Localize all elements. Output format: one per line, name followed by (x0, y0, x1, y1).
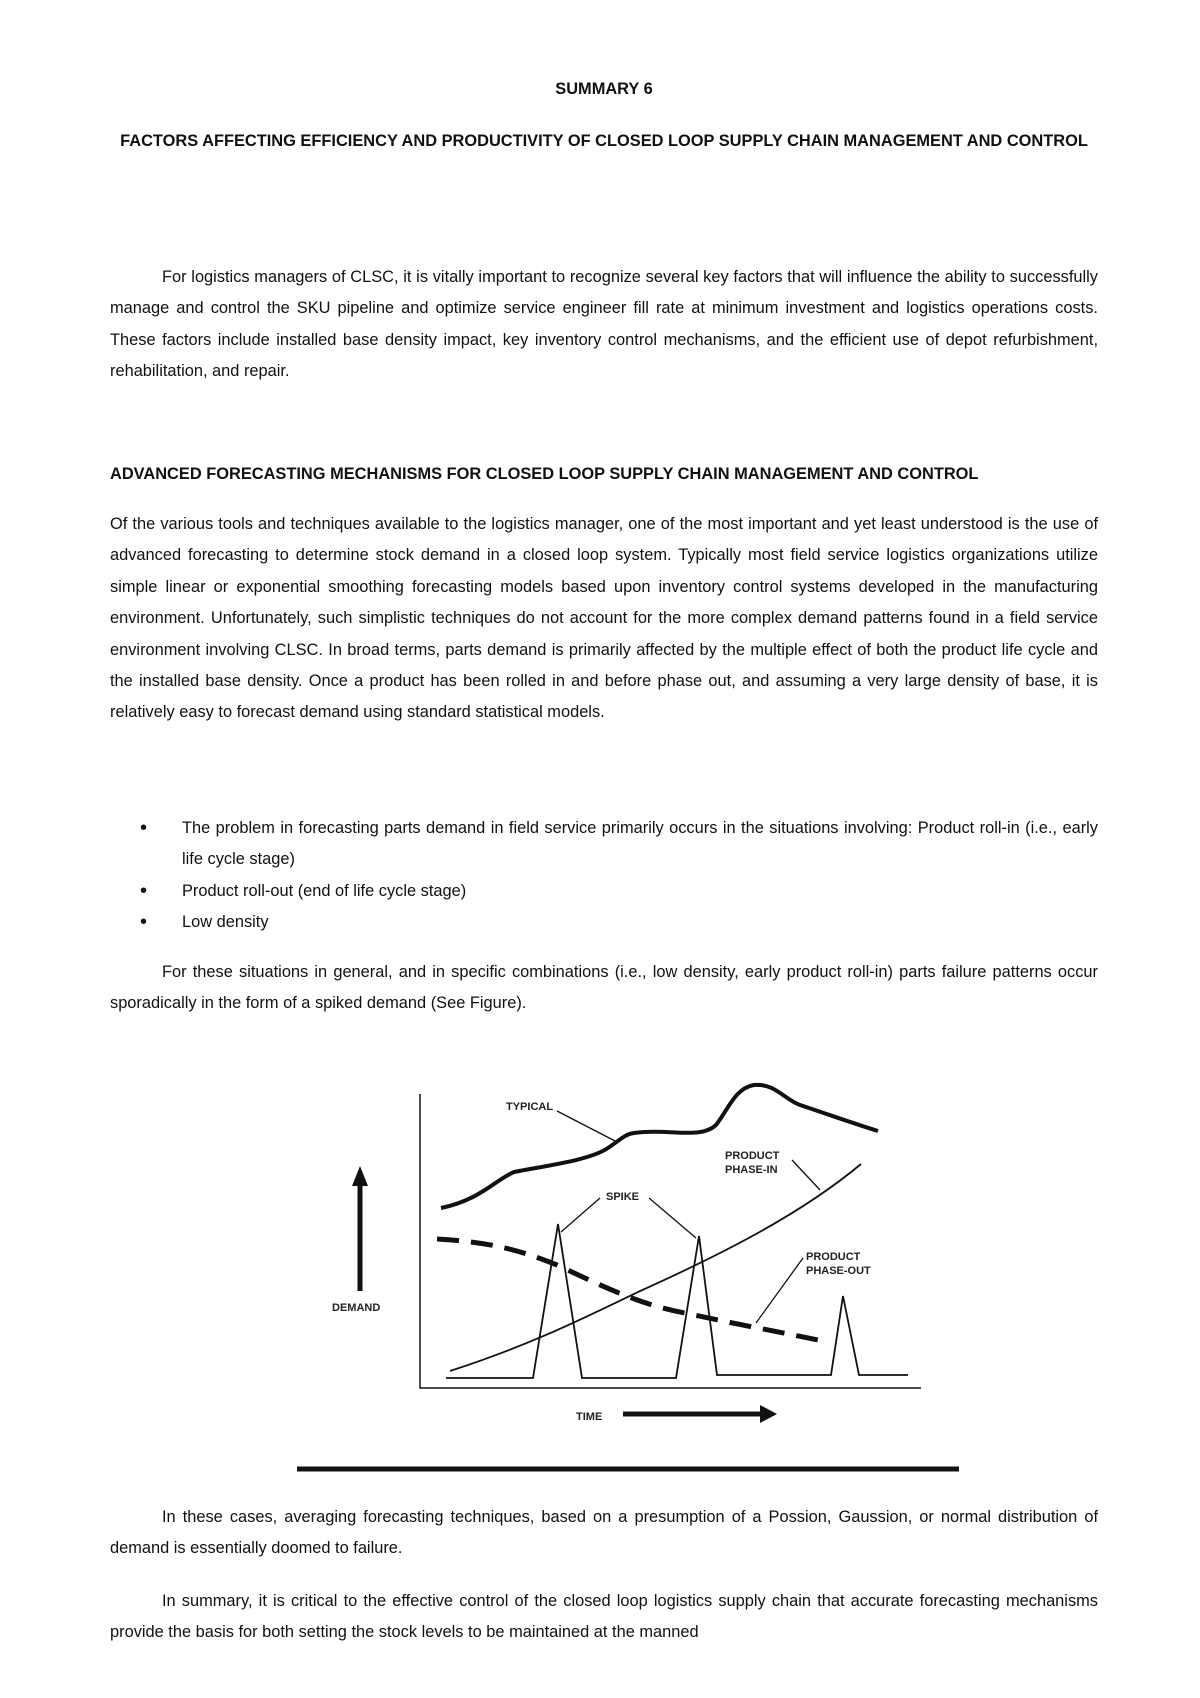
typical-arrow (557, 1111, 617, 1142)
paragraph-cases: In these cases, averaging forecasting techniques, based on a presumption of a Possion, Gaussion, or normal distribution of demand is essentially doomed to failure. (110, 1508, 1098, 1558)
label-phase-out: PHASE-OUT (806, 1265, 871, 1277)
spike-demand-line (446, 1224, 908, 1378)
spike-arrow-right (649, 1198, 696, 1238)
list-item: • Low density (110, 907, 1098, 938)
phase-in-curve (450, 1164, 861, 1371)
paragraph-intro: For logistics managers of CLSC, it is vitally important to recognize several key factors that will influence the ability to successfully manage and control the SKU pipeline and optimize service engineer fill rate at minimum investment and logistics operations costs. These factors include installed base density impact, key inventory control mechanisms, and the efficient use of depot refurbishment, rehabilitation, and repair. (110, 268, 1098, 381)
label-demand: DEMAND (332, 1302, 381, 1314)
label-phase-in: PRODUCT (725, 1150, 780, 1162)
spike-arrow-left (561, 1198, 600, 1232)
y-axis (420, 1094, 921, 1388)
paragraph-situations: For these situations in general, and in specific combinations (i.e., low density, early product roll-in) parts failure patterns occur sporadically in the form of a spiked demand (See Figure). (110, 963, 1098, 1013)
time-arrow-head (760, 1405, 777, 1423)
phase-out-arrow (756, 1258, 803, 1323)
label-phase-out: PRODUCT (806, 1251, 861, 1263)
list-item: • The problem in forecasting parts demand in field service primarily occurs in the situations involving: Product roll-in (i.e., early life cycle stage) (110, 813, 1098, 876)
label-spike: SPIKE (606, 1191, 640, 1203)
list-item: • Product roll-out (end of life cycle stage) (110, 876, 1098, 907)
label-phase-in: PHASE-IN (725, 1164, 778, 1176)
heading-factors: FACTORS AFFECTING EFFICIENCY AND PRODUCTIVITY OF CLOSED LOOP SUPPLY CHAIN MANAGEMENT AND CONTROL (120, 132, 1088, 150)
phase-in-arrow (792, 1160, 820, 1190)
paragraph-summary: In summary, it is critical to the effective control of the closed loop logistics supply chain that accurate forecasting mechanisms provide the basis for both setting the stock levels to be maintained at the manned (110, 1592, 1098, 1642)
label-time: TIME (576, 1411, 603, 1423)
demand-arrow-head (352, 1166, 368, 1186)
phase-out-curve (437, 1239, 818, 1340)
paragraph-forecasting: Of the various tools and techniques available to the logistics manager, one of the most important and yet least understood is the use of advanced forecasting to determine stock demand in a closed loop system. Typically most field service logistics organizations utilize simple linear or exponential smoothing forecasting models based upon inventory control systems developed in the manufacturing environment. Unfortunately, such simplistic techniques do not account for the more complex demand patterns found in a field service environment involving CLSC. In broad terms, parts demand is primarily affected by the multiple effect of both the product life cycle and the installed base density. Once a product has been rolled in and before phase out, and assuming a very large density of base, it is relatively easy to forecast demand using standard statistical models. (110, 515, 1098, 722)
document-title: SUMMARY 6 (555, 80, 653, 98)
label-typical: TYPICAL (506, 1101, 554, 1113)
heading-forecasting: ADVANCED FORECASTING MECHANISMS FOR CLOSED LOOP SUPPLY CHAIN MANAGEMENT AND CONTROL (110, 465, 979, 483)
